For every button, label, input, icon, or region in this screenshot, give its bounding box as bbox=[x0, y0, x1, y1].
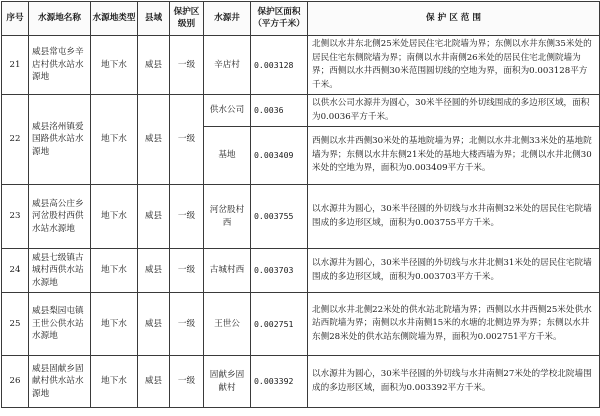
cell-serial-number: 25 bbox=[2, 293, 29, 356]
cell-county: 威县 bbox=[138, 95, 170, 185]
cell-source-type: 地下水 bbox=[91, 356, 138, 408]
header-county: 县域 bbox=[138, 2, 170, 36]
header-well: 水源井 bbox=[204, 2, 251, 36]
cell-well: 王世公 bbox=[204, 293, 251, 356]
table-row bbox=[2, 185, 600, 249]
cell-source-name: 威县固献乡固献村供水站水源地 bbox=[29, 356, 91, 408]
cell-source-name: 威县洺州镇爱国路供水站水源地 bbox=[29, 95, 91, 185]
header-protection-area: 保护区面积（平方千米） bbox=[251, 2, 308, 36]
cell-county: 威县 bbox=[138, 293, 170, 356]
cell-protection-range: 以水源井为圆心，30米半径圆的外切线与水井北侧31米处的居民住宅院墙围成的多边形区域，面积为0.003703平方千米。 bbox=[308, 249, 600, 293]
cell-serial-number: 23 bbox=[2, 185, 29, 249]
cell-well: 基地 bbox=[204, 127, 251, 185]
cell-well: 古城村西 bbox=[204, 249, 251, 293]
header-protection-level: 保护区级别 bbox=[170, 2, 204, 36]
cell-county: 威县 bbox=[138, 36, 170, 95]
cell-protection-area: 0.003392 bbox=[251, 356, 308, 408]
cell-well: 固献乡固献村 bbox=[204, 356, 251, 408]
cell-protection-area: 0.003703 bbox=[251, 249, 308, 293]
cell-county: 威县 bbox=[138, 185, 170, 249]
cell-protection-area: 0.002751 bbox=[251, 293, 308, 356]
cell-protection-range: 北侧以水井北侧22米处的供水站北院墙为界；西侧以水井西侧25米处供水站西院墙为界；南侧以水井南侧15米的水塘的北侧边界为界；东侧以水井东侧28米处的供水站东侧院墙为界，面积为0.002751平方千米。 bbox=[308, 293, 600, 356]
cell-source-name: 威县高公庄乡河岔股村西供水站水源地 bbox=[29, 185, 91, 249]
cell-protection-range: 以水源井为圆心，30米半径圆的外切线与水井南侧32米处的居民住宅院墙围成的多边形区域，面积为0.003755平方千米。 bbox=[308, 185, 600, 249]
table-row bbox=[2, 249, 600, 293]
cell-source-name: 威县七级镇古城村西供水站水源地 bbox=[29, 249, 91, 293]
cell-well: 河岔股村西 bbox=[204, 185, 251, 249]
header-protection-range: 保 护 区 范 围 bbox=[308, 2, 600, 36]
table-row bbox=[2, 293, 600, 356]
cell-protection-level: 一级 bbox=[170, 185, 204, 249]
cell-serial-number: 21 bbox=[2, 36, 29, 95]
table-row bbox=[2, 356, 600, 408]
cell-protection-level: 一级 bbox=[170, 95, 204, 185]
cell-protection-range: 以供水公司水源井为圆心，30米半径圆的外切线围成的多边形区域，面积为0.0036平方千米。 bbox=[308, 95, 600, 127]
cell-protection-level: 一级 bbox=[170, 249, 204, 293]
cell-protection-level: 一级 bbox=[170, 356, 204, 408]
cell-serial-number: 24 bbox=[2, 249, 29, 293]
cell-source-type: 地下水 bbox=[91, 36, 138, 95]
table-header-row bbox=[2, 2, 600, 36]
header-source-type: 水源地类型 bbox=[91, 2, 138, 36]
cell-protection-range: 北侧以水井东北侧25米处居民住宅北院墙为界；东侧以水井东侧35米处的居民住宅东侧院墙为界；南侧以水井南侧26米处的居民住宅北侧院墙为界；西侧以水井西侧30米范围圆切线的空地为界，面积为0.003128平方千米。 bbox=[308, 36, 600, 95]
cell-source-type: 地下水 bbox=[91, 185, 138, 249]
cell-protection-range: 以水源井为圆心，30米半径圆的外切线与水井南侧27米处的学校北院墙围成的多边形区域，面积为0.003392平方千米。 bbox=[308, 356, 600, 408]
table-row bbox=[2, 36, 600, 95]
header-serial-number: 序号 bbox=[2, 2, 29, 36]
cell-protection-area: 0.003409 bbox=[251, 127, 308, 185]
cell-protection-area: 0.0036 bbox=[251, 95, 308, 127]
cell-source-name: 威县常屯乡辛店村供水站水源地 bbox=[29, 36, 91, 95]
cell-well: 辛店村 bbox=[204, 36, 251, 95]
cell-protection-area: 0.003755 bbox=[251, 185, 308, 249]
cell-protection-level: 一级 bbox=[170, 293, 204, 356]
cell-protection-level: 一级 bbox=[170, 36, 204, 95]
cell-county: 威县 bbox=[138, 249, 170, 293]
cell-source-name: 威县梨园屯镇王世公供水站水源地 bbox=[29, 293, 91, 356]
header-source-name: 水源地名称 bbox=[29, 2, 91, 36]
cell-serial-number: 26 bbox=[2, 356, 29, 408]
cell-serial-number: 22 bbox=[2, 95, 29, 185]
cell-source-type: 地下水 bbox=[91, 293, 138, 356]
water-source-protection-table bbox=[1, 1, 600, 408]
cell-protection-area: 0.003128 bbox=[251, 36, 308, 95]
cell-well: 供水公司 bbox=[204, 95, 251, 127]
table-row bbox=[2, 95, 600, 127]
cell-source-type: 地下水 bbox=[91, 249, 138, 293]
cell-protection-range: 西侧以水井西侧30米处的基地院墙为界；北侧以水井北侧33米处的基地院墙为界；东侧以水井东侧21米处的基地大楼西墙为界；北侧以水井北侧30米处的空地为界，面积为0.003409平方千米。 bbox=[308, 127, 600, 185]
cell-county: 威县 bbox=[138, 356, 170, 408]
cell-source-type: 地下水 bbox=[91, 95, 138, 185]
